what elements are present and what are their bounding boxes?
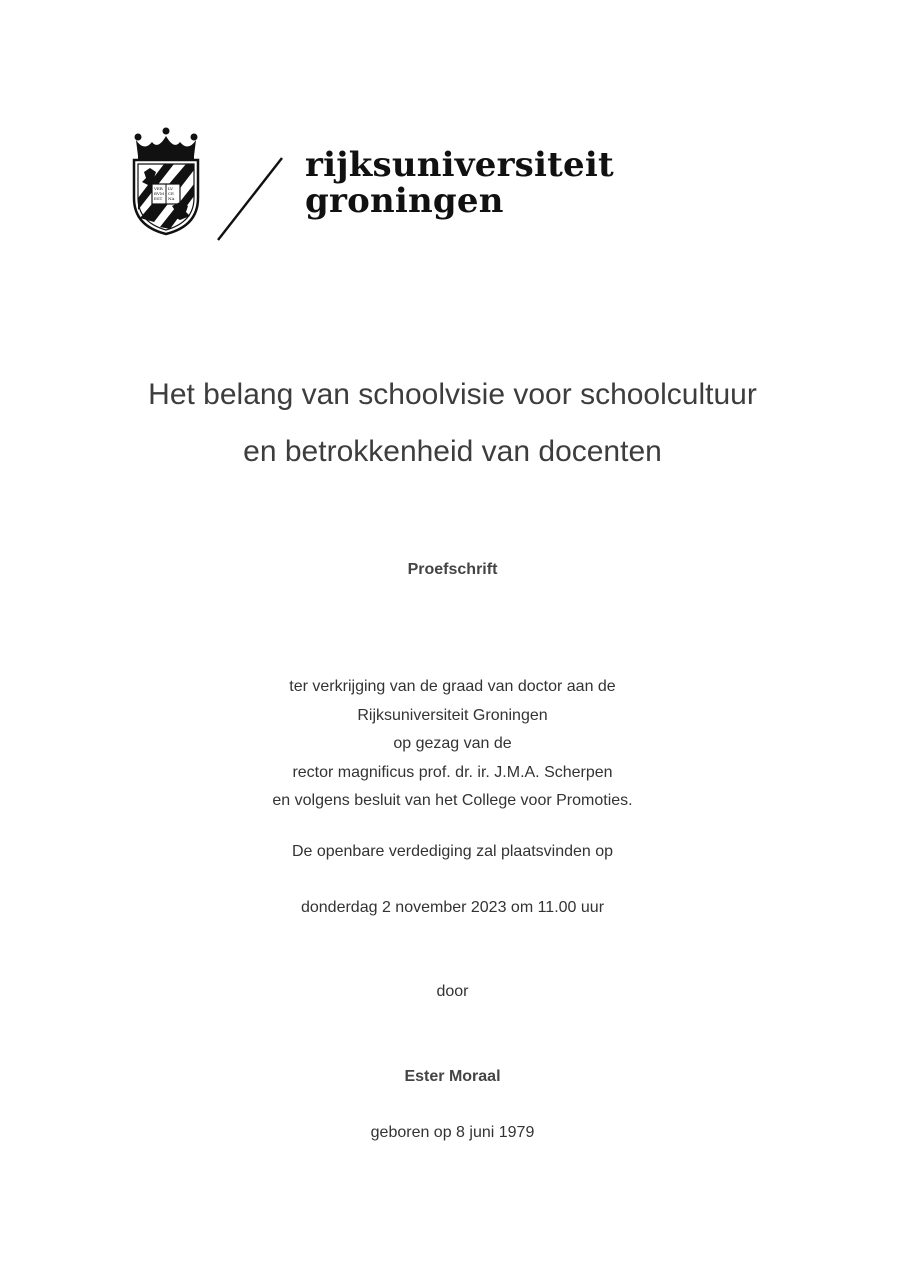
document-type: Proefschrift (407, 561, 498, 578)
degree-purpose (0, 673, 905, 816)
svg-text:EST: EST (154, 196, 163, 201)
svg-text:LV: LV (168, 186, 174, 191)
svg-text:NA: NA (168, 196, 175, 201)
purpose-line: op gezag van de (393, 735, 512, 752)
svg-text:BVM: BVM (154, 191, 164, 196)
logo-name-line1: rijksuniversiteit (305, 145, 614, 185)
thesis-title-line2: en betrokkenheid van docenten (243, 435, 662, 468)
purpose-line: Rijksuniversiteit Groningen (357, 706, 548, 724)
logo-slash-divider (130, 126, 305, 242)
defence-date: donderdag 2 november 2023 om 11.00 uur (300, 899, 605, 916)
university-logo (130, 126, 614, 242)
birth-info: geboren op 8 juni 1979 (370, 1124, 535, 1141)
defence-statement: De openbare verdediging zal plaatsvinden op (291, 843, 614, 860)
svg-text:CE: CE (168, 191, 174, 196)
author-name: Ester Moraal (404, 1068, 501, 1085)
logo-name-line2: groningen (305, 181, 504, 221)
purpose-line: ter verkrijging van de graad van doctor aan de (289, 678, 616, 695)
purpose-line: rector magnificus prof. dr. ir. J.M.A. Scherpen (292, 763, 613, 781)
purpose-line: en volgens besluit van het College voor Promoties. (272, 792, 633, 809)
svg-text:VER: VER (154, 186, 163, 191)
by-label: door (436, 983, 469, 1000)
thesis-title-line1: Het belang van schoolvisie voor schoolcultuur (148, 378, 757, 411)
